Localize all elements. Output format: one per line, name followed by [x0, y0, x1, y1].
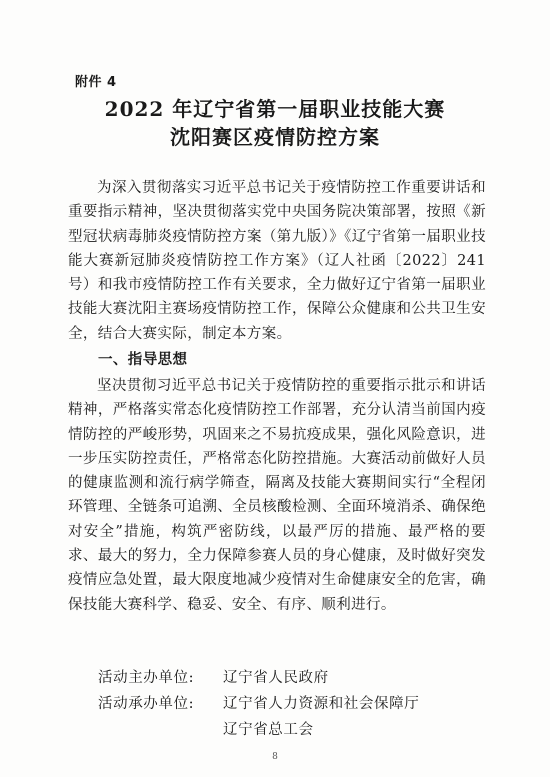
document-title-line2: 沈阳赛区疫情防控方案: [170, 125, 380, 149]
guiding-principles-paragraph: 坚决贯彻习近平总书记关于疫情防控的重要指示批示和讲话精神，严格落实常态化疫情防控工作部署，充分认清当前国内疫情防控的严峻形势，巩固来之不易抗疫成果，强化风险意识，进一步压实防控责任，严格常态化防控措施。大赛活动前做好人员的健康监测和流行病学筛查，隔离及技能大赛期间实行“全程闭环管理、全链条可追溯、全员核酸检测、全面环境消杀、确保绝对安全”措施，构筑严密防线，以最严厉的措施、最严格的要求、最大的努力，全力保障参赛人员的身心健康，及时做好突发疫情应急处置，最大限度地减少疫情对生命健康安全的危害，确保技能大赛科学、稳妥、安全、有序、顺利进行。: [68, 378, 486, 613]
undertaker-value-1: 辽宁省人力资源和社会保障厅: [223, 696, 420, 712]
host-organizer-value: 辽宁省人民政府: [223, 670, 329, 686]
document-title-line1: 2022 年辽宁省第一届职业技能大赛: [104, 97, 446, 121]
section-heading-guiding-principles: 一、指导思想: [98, 352, 188, 368]
host-organizer-label: 活动主办单位:: [98, 670, 195, 686]
undertaker-value-2: 辽宁省总工会: [223, 722, 314, 738]
attachment-label: 附件 4: [75, 75, 117, 90]
page-number: 8: [272, 752, 278, 762]
undertaker-label: 活动承办单位:: [98, 696, 195, 712]
intro-paragraph: 为深入贯彻落实习近平总书记关于疫情防控工作重要讲话和重要指示精神，坚决贯彻落实党中央国务院决策部署，按照《新型冠状病毒肺炎疫情防控方案（第九版）》《辽宁省第一届职业技能大赛新冠肺炎疫情防控工作方案》（辽人社函〔2022〕241号）和我市疫情防控工作有关要求，全力做好辽宁省第一届职业技能大赛沈阳主赛场疫情防控工作，保障公众健康和公共卫生安全，结合大赛实际，制定本方案。: [68, 180, 486, 342]
